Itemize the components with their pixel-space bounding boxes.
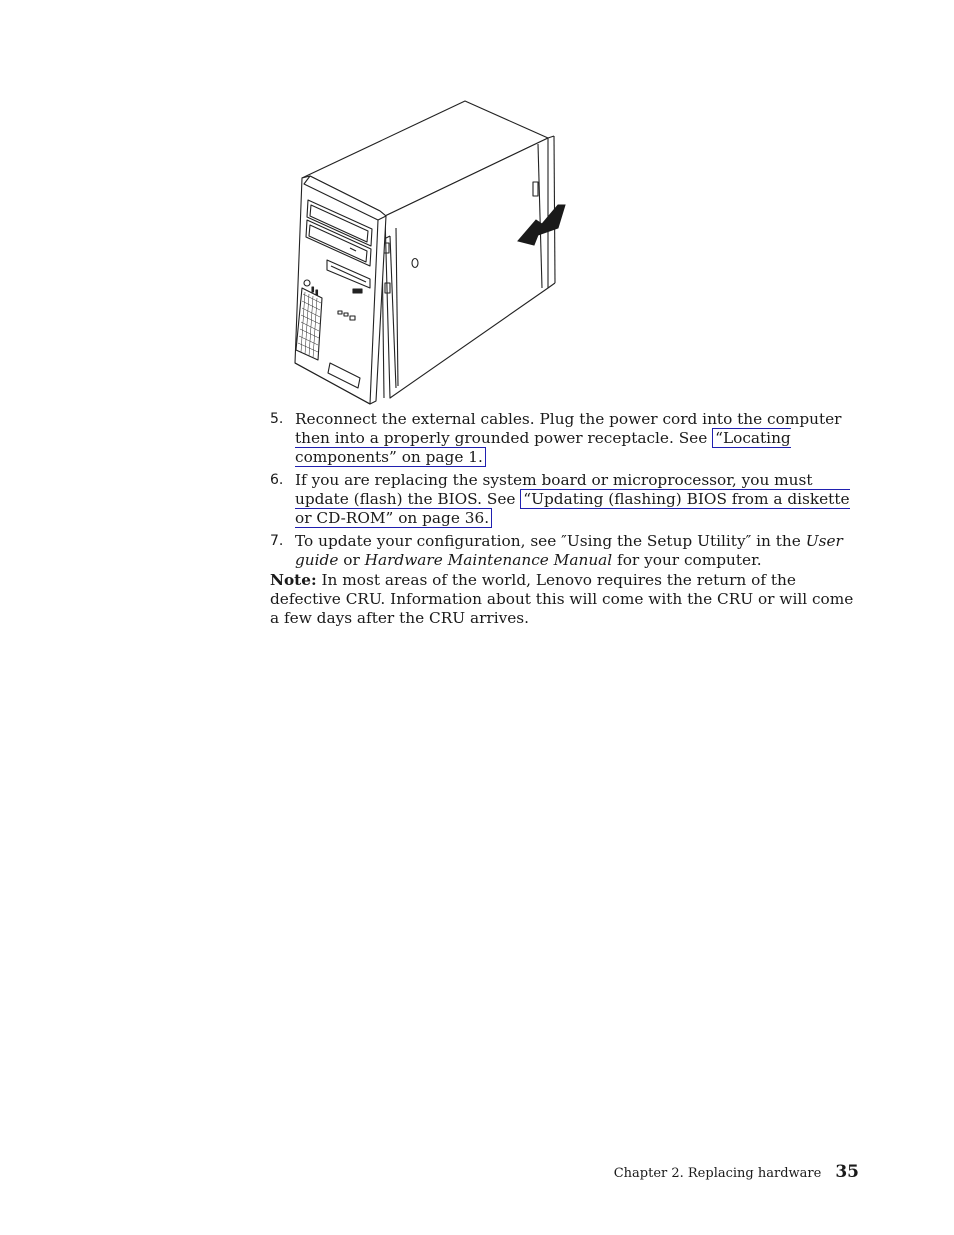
step-text: Reconnect the external cables. Plug the power cord into the computer then into a properly grounded power receptacle. See xyxy=(295,410,842,447)
note-label: Note: xyxy=(270,571,317,589)
note-text: In most areas of the world, Lenovo requires the return of the defective CRU. Information about this will come with the CRU or will come a few days after the CRU arrives. xyxy=(270,571,854,627)
step-text: To update your configuration, see ″Using the Setup Utility″ in the xyxy=(295,532,806,550)
user-guide-title: User guide xyxy=(295,532,843,569)
instruction-steps xyxy=(270,410,856,574)
step-7 xyxy=(270,532,856,570)
step-number: 5. xyxy=(270,411,284,427)
note-paragraph xyxy=(270,571,858,628)
step-text-end: for your computer. xyxy=(612,551,762,569)
computer-cover-illustration xyxy=(290,98,580,408)
step-number: 6. xyxy=(270,472,284,488)
page-footer xyxy=(614,1162,859,1182)
step-5 xyxy=(270,410,856,467)
chapter-title: Chapter 2. Replacing hardware xyxy=(613,1166,822,1181)
page-number: 35 xyxy=(835,1162,859,1182)
hmm-title: Hardware Maintenance Manual xyxy=(364,551,613,569)
step-6 xyxy=(270,471,856,528)
locating-components-link[interactable]: “Locating components” on page 1. xyxy=(295,429,791,466)
updating-bios-link[interactable]: “Updating (flashing) BIOS from a diskette or CD-ROM” on page 36. xyxy=(295,490,850,527)
step-number: 7. xyxy=(270,533,284,549)
step-text-middle: or xyxy=(338,551,365,569)
step-text: If you are replacing the system board or microprocessor, you must update (flash) the BIOS. See xyxy=(295,471,813,508)
